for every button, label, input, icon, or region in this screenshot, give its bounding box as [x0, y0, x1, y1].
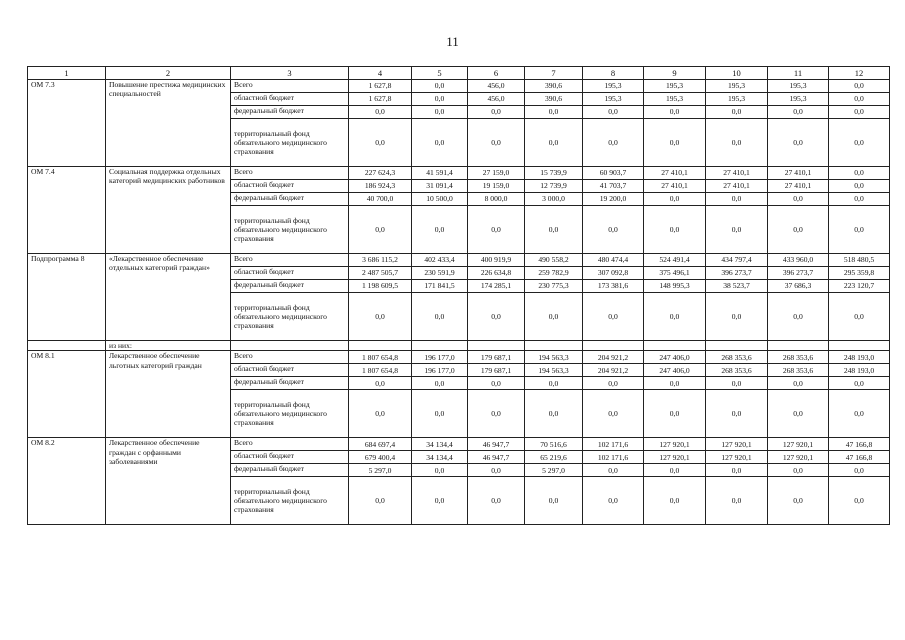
funding-source-label: Всего	[231, 80, 349, 93]
value-cell: 0,0	[644, 464, 706, 477]
value-cell: 0,0	[644, 206, 706, 254]
value-cell: 195,3	[706, 93, 768, 106]
value-cell: 1 627,8	[349, 80, 412, 93]
value-cell: 0,0	[468, 390, 525, 438]
value-cell: 375 496,1	[644, 267, 706, 280]
value-cell: 0,0	[583, 477, 644, 525]
value-cell: 127 920,1	[706, 451, 768, 464]
funding-source-label: областной бюджет	[231, 180, 349, 193]
value-cell: 27 410,1	[768, 167, 829, 180]
value-cell: 0,0	[706, 464, 768, 477]
value-cell: 1 627,8	[349, 93, 412, 106]
value-cell: 0,0	[412, 119, 468, 167]
value-cell: 0,0	[349, 206, 412, 254]
value-cell: 402 433,4	[412, 254, 468, 267]
page-number: 11	[446, 34, 459, 49]
value-cell: 195,3	[706, 80, 768, 93]
value-cell: 0,0	[644, 193, 706, 206]
value-cell: 15 739,9	[525, 167, 583, 180]
funding-source-label: областной бюджет	[231, 364, 349, 377]
value-cell: 195,3	[644, 80, 706, 93]
value-cell: 102 171,6	[583, 438, 644, 451]
value-cell: 179 687,1	[468, 364, 525, 377]
table-row	[28, 351, 890, 364]
measure-name: Лекарственное обеспечение льготных категорий граждан	[106, 351, 231, 438]
value-cell: 204 921,2	[583, 351, 644, 364]
value-cell: 0,0	[349, 390, 412, 438]
value-cell: 0,0	[583, 119, 644, 167]
column-header: 7	[525, 67, 583, 80]
column-header: 2	[106, 67, 231, 80]
value-cell: 0,0	[525, 293, 583, 341]
value-cell: 0,0	[468, 464, 525, 477]
value-cell: 2 487 505,7	[349, 267, 412, 280]
value-cell: 171 841,5	[412, 280, 468, 293]
value-cell: 0,0	[412, 93, 468, 106]
value-cell: 396 273,7	[706, 267, 768, 280]
value-cell: 0,0	[829, 93, 890, 106]
value-cell: 0,0	[829, 193, 890, 206]
funding-source-label: территориальный фонд обязательного медицинского страхования	[231, 206, 349, 254]
measure-name: Социальная поддержка отдельных категорий медицинских работников	[106, 167, 231, 254]
value-cell: 196 177,0	[412, 351, 468, 364]
value-cell: 268 353,6	[768, 351, 829, 364]
value-cell: 0,0	[349, 106, 412, 119]
empty-cell	[28, 341, 106, 351]
empty-cell	[644, 341, 706, 351]
value-cell: 0,0	[583, 390, 644, 438]
funding-source-label: областной бюджет	[231, 93, 349, 106]
funding-source-label: Всего	[231, 254, 349, 267]
value-cell: 31 091,4	[412, 180, 468, 193]
value-cell: 0,0	[829, 293, 890, 341]
value-cell: 0,0	[644, 119, 706, 167]
value-cell: 196 177,0	[412, 364, 468, 377]
value-cell: 0,0	[468, 119, 525, 167]
value-cell: 0,0	[706, 206, 768, 254]
value-cell: 27 410,1	[706, 180, 768, 193]
value-cell: 8 000,0	[468, 193, 525, 206]
value-cell: 0,0	[706, 119, 768, 167]
value-cell: 173 381,6	[583, 280, 644, 293]
value-cell: 0,0	[644, 390, 706, 438]
funding-source-label: территориальный фонд обязательного медицинского страхования	[231, 477, 349, 525]
value-cell: 0,0	[412, 80, 468, 93]
value-cell: 390,6	[525, 80, 583, 93]
value-cell: 0,0	[829, 206, 890, 254]
value-cell: 0,0	[706, 377, 768, 390]
funding-source-label: Всего	[231, 167, 349, 180]
value-cell: 37 686,3	[768, 280, 829, 293]
measure-name: Лекарственное обеспечение граждан с орфанными заболеваниями	[106, 438, 231, 525]
value-cell: 46 947,7	[468, 451, 525, 464]
empty-cell	[231, 341, 349, 351]
value-cell: 65 219,6	[525, 451, 583, 464]
funding-source-label: территориальный фонд обязательного медицинского страхования	[231, 390, 349, 438]
value-cell: 518 480,5	[829, 254, 890, 267]
value-cell: 41 591,4	[412, 167, 468, 180]
value-cell: 179 687,1	[468, 351, 525, 364]
value-cell: 0,0	[644, 106, 706, 119]
value-cell: 3 000,0	[525, 193, 583, 206]
empty-cell	[468, 341, 525, 351]
value-cell: 47 166,8	[829, 438, 890, 451]
empty-cell	[525, 341, 583, 351]
value-cell: 0,0	[349, 377, 412, 390]
value-cell: 390,6	[525, 93, 583, 106]
value-cell: 0,0	[412, 106, 468, 119]
value-cell: 0,0	[525, 119, 583, 167]
value-cell: 0,0	[525, 106, 583, 119]
value-cell: 456,0	[468, 93, 525, 106]
value-cell: 1 807 654,8	[349, 351, 412, 364]
value-cell: 0,0	[525, 206, 583, 254]
value-cell: 60 903,7	[583, 167, 644, 180]
empty-cell	[583, 341, 644, 351]
value-cell: 1 807 654,8	[349, 364, 412, 377]
table-row	[28, 167, 890, 180]
value-cell: 0,0	[829, 106, 890, 119]
value-cell: 195,3	[768, 93, 829, 106]
table-row	[28, 80, 890, 93]
measure-name: «Лекарственное обеспечение отдельных категорий граждан»	[106, 254, 231, 341]
value-cell: 0,0	[412, 377, 468, 390]
value-cell: 5 297,0	[525, 464, 583, 477]
funding-source-label: Всего	[231, 438, 349, 451]
measure-code: Подпрограмма 8	[28, 254, 106, 341]
empty-cell	[768, 341, 829, 351]
value-cell: 396 273,7	[768, 267, 829, 280]
column-header: 5	[412, 67, 468, 80]
value-cell: 0,0	[829, 167, 890, 180]
value-cell: 3 686 115,2	[349, 254, 412, 267]
value-cell: 27 410,1	[644, 180, 706, 193]
funding-source-label: территориальный фонд обязательного медицинского страхования	[231, 119, 349, 167]
column-header: 11	[768, 67, 829, 80]
value-cell: 0,0	[412, 293, 468, 341]
value-cell: 0,0	[768, 377, 829, 390]
value-cell: 307 092,8	[583, 267, 644, 280]
value-cell: 268 353,6	[706, 364, 768, 377]
value-cell: 0,0	[829, 180, 890, 193]
value-cell: 0,0	[706, 193, 768, 206]
value-cell: 0,0	[468, 206, 525, 254]
funding-source-label: федеральный бюджет	[231, 280, 349, 293]
value-cell: 480 474,4	[583, 254, 644, 267]
value-cell: 0,0	[706, 293, 768, 341]
value-cell: 195,3	[768, 80, 829, 93]
value-cell: 295 359,8	[829, 267, 890, 280]
funding-source-label: территориальный фонд обязательного медицинского страхования	[231, 293, 349, 341]
value-cell: 248 193,0	[829, 351, 890, 364]
value-cell: 27 410,1	[768, 180, 829, 193]
iz-nih-row	[28, 341, 890, 351]
value-cell: 0,0	[349, 119, 412, 167]
value-cell: 434 797,4	[706, 254, 768, 267]
measure-name: Повышение престижа медицинских специальностей	[106, 80, 231, 167]
value-cell: 0,0	[349, 477, 412, 525]
value-cell: 456,0	[468, 80, 525, 93]
value-cell: 194 563,3	[525, 351, 583, 364]
measure-code: ОМ 7.4	[28, 167, 106, 254]
value-cell: 230 775,3	[525, 280, 583, 293]
value-cell: 102 171,6	[583, 451, 644, 464]
value-cell: 400 919,9	[468, 254, 525, 267]
value-cell: 0,0	[768, 390, 829, 438]
value-cell: 70 516,6	[525, 438, 583, 451]
value-cell: 0,0	[768, 464, 829, 477]
value-cell: 0,0	[829, 119, 890, 167]
value-cell: 34 134,4	[412, 451, 468, 464]
value-cell: 41 703,7	[583, 180, 644, 193]
empty-cell	[412, 341, 468, 351]
value-cell: 0,0	[468, 293, 525, 341]
value-cell: 247 406,0	[644, 351, 706, 364]
value-cell: 204 921,2	[583, 364, 644, 377]
value-cell: 46 947,7	[468, 438, 525, 451]
value-cell: 226 634,8	[468, 267, 525, 280]
value-cell: 0,0	[829, 390, 890, 438]
column-header: 10	[706, 67, 768, 80]
value-cell: 679 400,4	[349, 451, 412, 464]
value-cell: 0,0	[412, 206, 468, 254]
value-cell: 47 166,8	[829, 451, 890, 464]
value-cell: 0,0	[706, 390, 768, 438]
empty-cell	[349, 341, 412, 351]
value-cell: 247 406,0	[644, 364, 706, 377]
value-cell: 259 782,9	[525, 267, 583, 280]
value-cell: 195,3	[583, 80, 644, 93]
value-cell: 0,0	[583, 206, 644, 254]
value-cell: 0,0	[768, 119, 829, 167]
value-cell: 19 159,0	[468, 180, 525, 193]
column-header: 1	[28, 67, 106, 80]
measure-code: ОМ 7.3	[28, 80, 106, 167]
value-cell: 0,0	[768, 477, 829, 525]
value-cell: 27 159,0	[468, 167, 525, 180]
measure-code: ОМ 8.2	[28, 438, 106, 525]
value-cell: 227 624,3	[349, 167, 412, 180]
value-cell: 0,0	[349, 293, 412, 341]
value-cell: 0,0	[768, 293, 829, 341]
value-cell: 0,0	[583, 377, 644, 390]
table-row	[28, 438, 890, 451]
value-cell: 27 410,1	[706, 167, 768, 180]
value-cell: 27 410,1	[644, 167, 706, 180]
value-cell: 195,3	[644, 93, 706, 106]
value-cell: 0,0	[412, 477, 468, 525]
value-cell: 40 700,0	[349, 193, 412, 206]
value-cell: 0,0	[412, 464, 468, 477]
value-cell: 127 920,1	[644, 438, 706, 451]
value-cell: 0,0	[525, 390, 583, 438]
value-cell: 0,0	[829, 377, 890, 390]
empty-cell	[706, 341, 768, 351]
value-cell: 230 591,9	[412, 267, 468, 280]
measure-code: ОМ 8.1	[28, 351, 106, 438]
value-cell: 148 995,3	[644, 280, 706, 293]
value-cell: 248 193,0	[829, 364, 890, 377]
value-cell: 127 920,1	[644, 451, 706, 464]
column-header: 3	[231, 67, 349, 80]
value-cell: 127 920,1	[768, 451, 829, 464]
budget-table	[27, 66, 890, 525]
value-cell: 186 924,3	[349, 180, 412, 193]
value-cell: 34 134,4	[412, 438, 468, 451]
value-cell: 0,0	[525, 477, 583, 525]
value-cell: 0,0	[706, 477, 768, 525]
value-cell: 0,0	[706, 106, 768, 119]
value-cell: 194 563,3	[525, 364, 583, 377]
value-cell: 19 200,0	[583, 193, 644, 206]
value-cell: 684 697,4	[349, 438, 412, 451]
value-cell: 268 353,6	[768, 364, 829, 377]
value-cell: 5 297,0	[349, 464, 412, 477]
table-header-row	[28, 67, 890, 80]
column-header: 4	[349, 67, 412, 80]
table-row	[28, 254, 890, 267]
value-cell: 0,0	[525, 377, 583, 390]
value-cell: 0,0	[829, 80, 890, 93]
funding-source-label: федеральный бюджет	[231, 106, 349, 119]
value-cell: 433 960,0	[768, 254, 829, 267]
value-cell: 490 558,2	[525, 254, 583, 267]
funding-source-label: областной бюджет	[231, 267, 349, 280]
column-header: 12	[829, 67, 890, 80]
value-cell: 0,0	[829, 477, 890, 525]
funding-source-label: областной бюджет	[231, 451, 349, 464]
value-cell: 127 920,1	[768, 438, 829, 451]
value-cell: 174 285,1	[468, 280, 525, 293]
value-cell: 0,0	[583, 464, 644, 477]
value-cell: 0,0	[583, 106, 644, 119]
column-header: 6	[468, 67, 525, 80]
funding-source-label: федеральный бюджет	[231, 464, 349, 477]
value-cell: 0,0	[468, 106, 525, 119]
value-cell: 10 500,0	[412, 193, 468, 206]
value-cell: 0,0	[768, 106, 829, 119]
iz-nih-label: из них:	[106, 341, 231, 351]
value-cell: 0,0	[829, 464, 890, 477]
value-cell: 223 120,7	[829, 280, 890, 293]
value-cell: 524 491,4	[644, 254, 706, 267]
funding-source-label: федеральный бюджет	[231, 193, 349, 206]
value-cell: 38 523,7	[706, 280, 768, 293]
value-cell: 0,0	[644, 377, 706, 390]
column-header: 9	[644, 67, 706, 80]
value-cell: 0,0	[768, 206, 829, 254]
value-cell: 0,0	[412, 390, 468, 438]
value-cell: 0,0	[468, 377, 525, 390]
value-cell: 195,3	[583, 93, 644, 106]
value-cell: 0,0	[644, 477, 706, 525]
value-cell: 268 353,6	[706, 351, 768, 364]
value-cell: 0,0	[583, 293, 644, 341]
value-cell: 12 739,9	[525, 180, 583, 193]
empty-cell	[829, 341, 890, 351]
funding-source-label: Всего	[231, 351, 349, 364]
value-cell: 0,0	[768, 193, 829, 206]
value-cell: 127 920,1	[706, 438, 768, 451]
value-cell: 1 198 609,5	[349, 280, 412, 293]
value-cell: 0,0	[468, 477, 525, 525]
column-header: 8	[583, 67, 644, 80]
funding-source-label: федеральный бюджет	[231, 377, 349, 390]
value-cell: 0,0	[644, 293, 706, 341]
